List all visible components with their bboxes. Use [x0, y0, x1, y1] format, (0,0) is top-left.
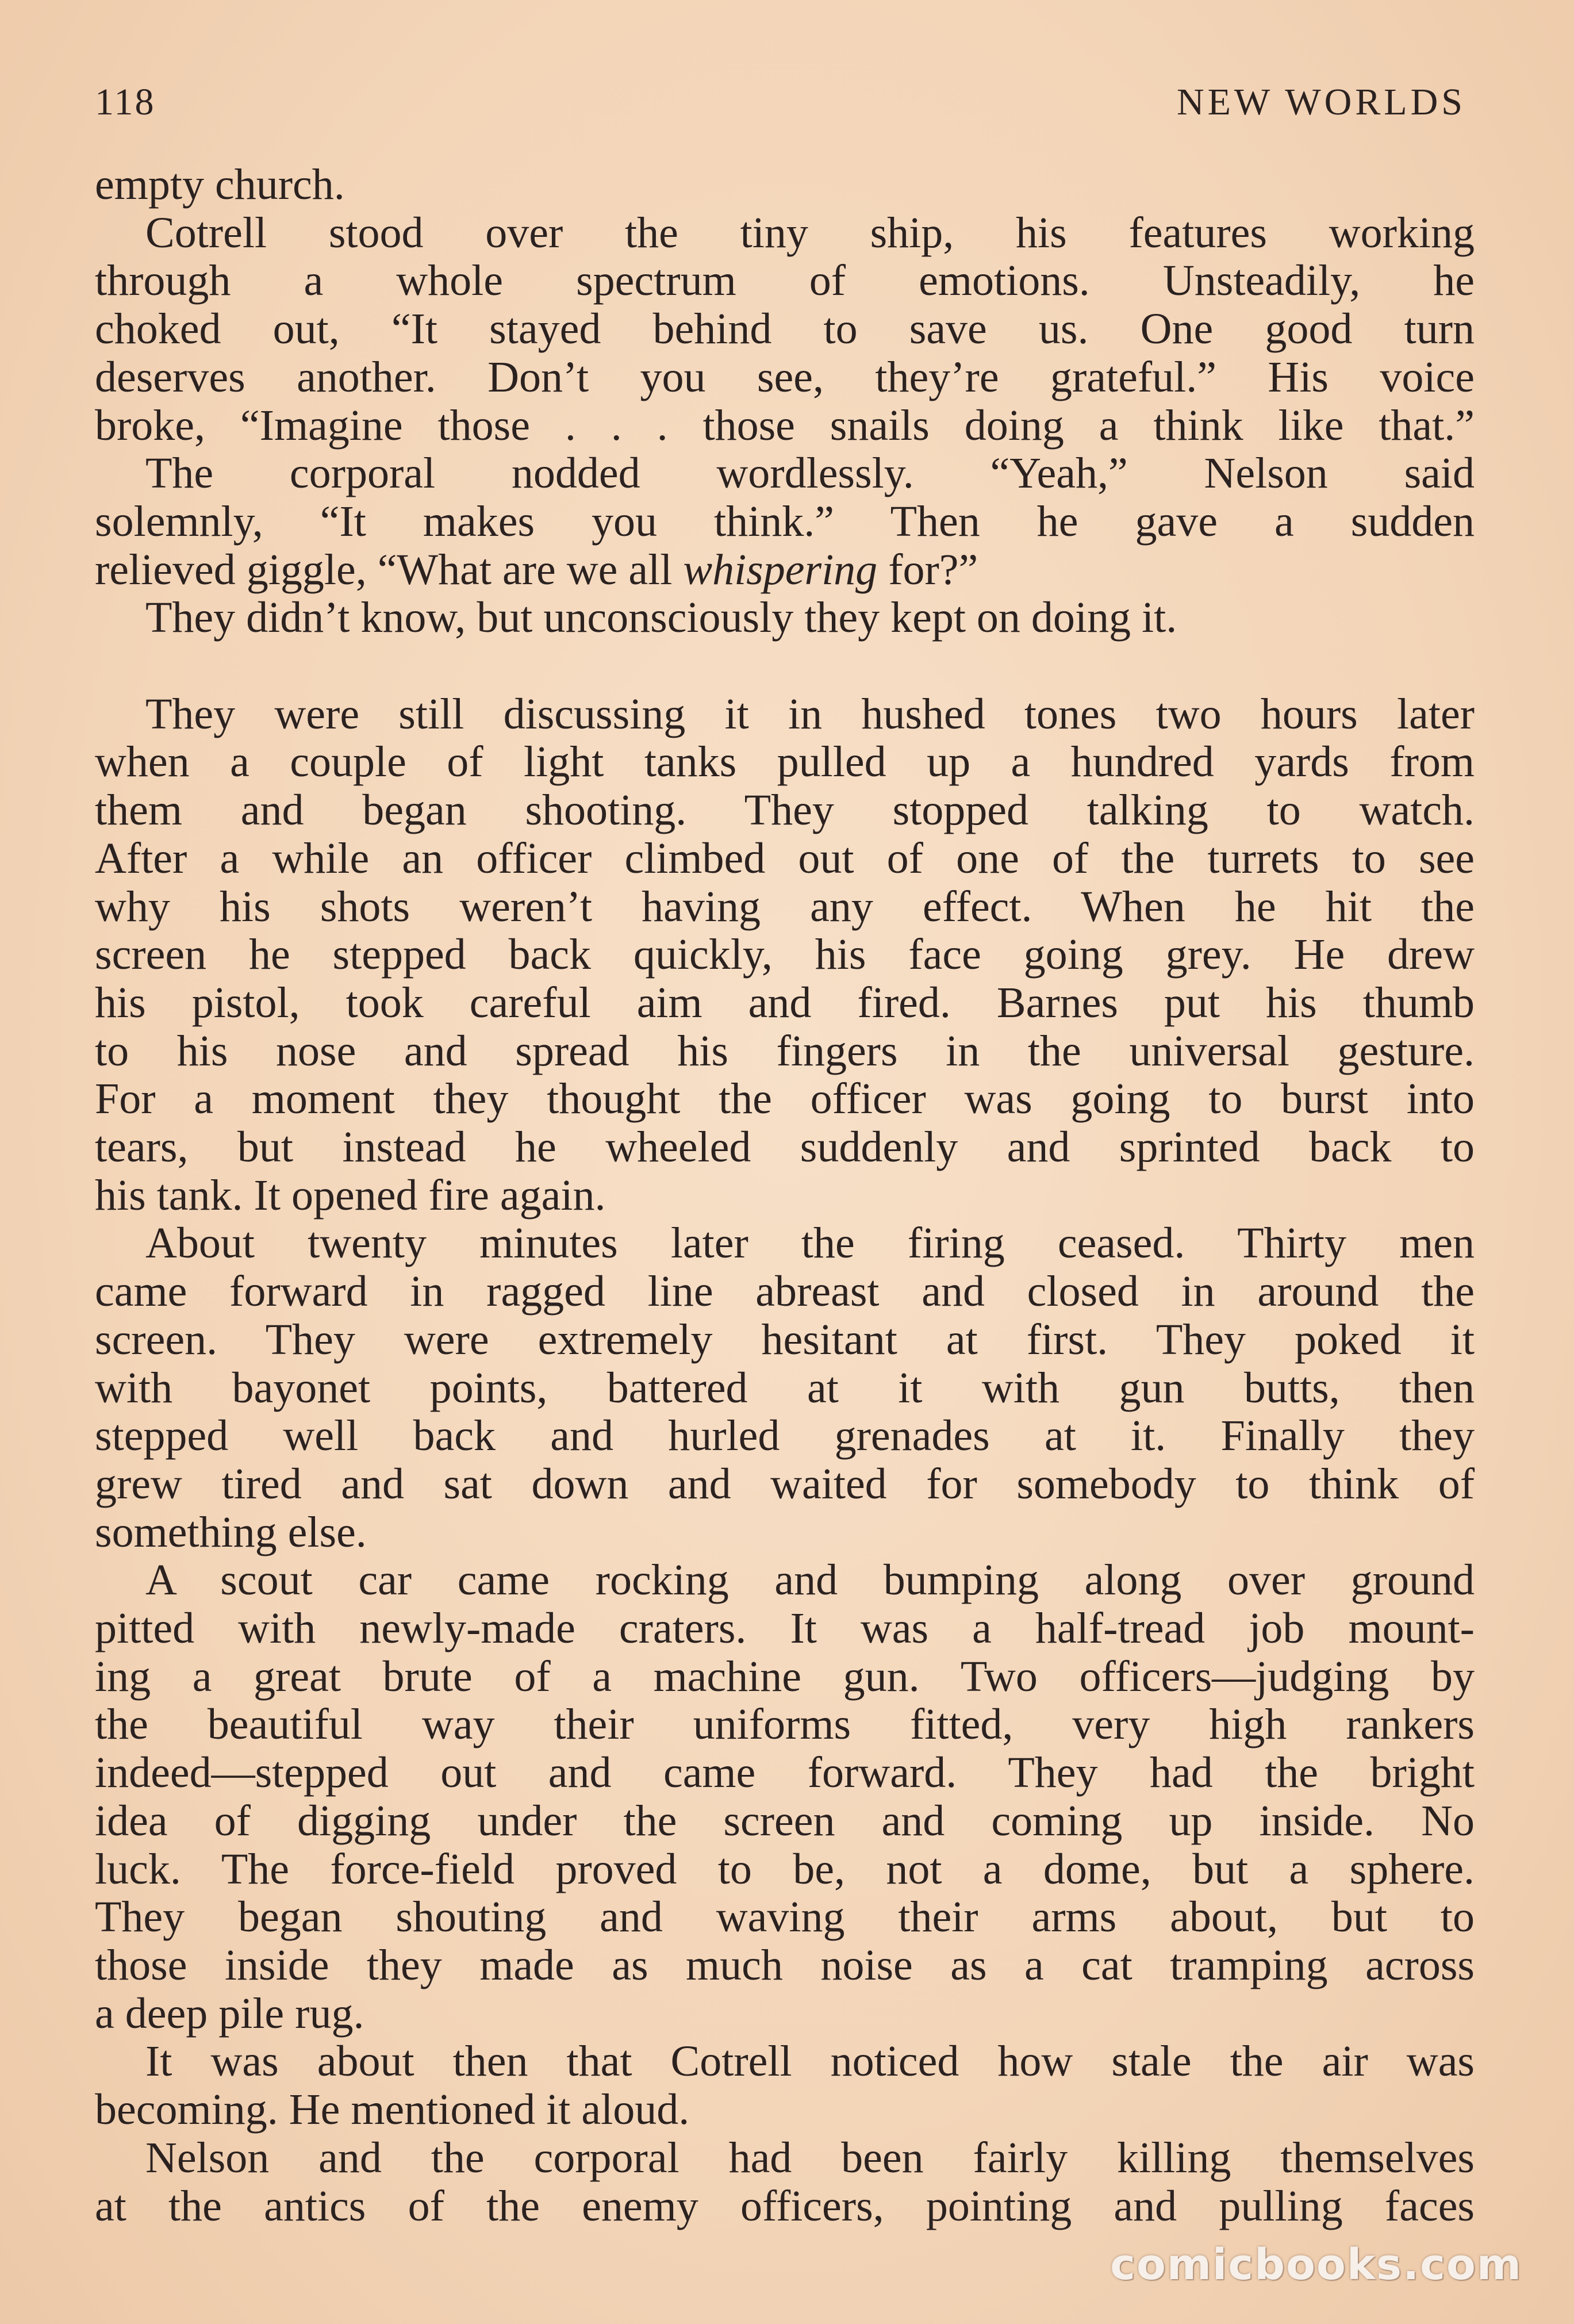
text-line: at the antics of the enemy officers, pointing and pulling faces — [95, 2181, 1475, 2230]
text-line: Nelson and the corporal had been fairly killing themselves — [145, 2133, 1475, 2182]
text-run: for?” — [877, 545, 978, 594]
text-line: choked out, “It stayed behind to save us. One good turn — [95, 305, 1475, 354]
text-run: relieved giggle, “What are we all — [95, 545, 684, 594]
paragraph — [95, 450, 1475, 594]
text-line: through a whole spectrum of emotions. Unsteadily, he — [95, 256, 1475, 305]
text-line: them and began shooting. They stopped talking to watch. — [95, 786, 1475, 835]
watermark: comicbooks.com — [1110, 2240, 1522, 2290]
text-line: luck. The force-field proved to be, not a dome, but a sphere. — [95, 1844, 1475, 1893]
paragraph — [95, 594, 1475, 642]
text-line: something else. — [95, 1508, 367, 1556]
text-line: deserves another. Don’t you see, they’re grateful.” His voice — [95, 352, 1475, 401]
text-line: with bayonet points, battered at it with gun butts, then — [95, 1363, 1475, 1412]
text-line: Cotrell stood over the tiny ship, his features working — [145, 208, 1475, 257]
text-line: idea of digging under the screen and coming up inside. No — [95, 1796, 1475, 1845]
text-line: It was about then that Cotrell noticed how stale the air was — [145, 2037, 1475, 2086]
section-break — [95, 642, 1475, 691]
italic-emphasis: whispering — [683, 545, 878, 594]
paragraph — [95, 2038, 1475, 2134]
text-line — [95, 546, 1475, 595]
text-line: indeed—stepped out and came forward. They had the bright — [95, 1748, 1475, 1797]
text-line: ing a great brute of a machine gun. Two officers—judging by — [95, 1652, 1475, 1701]
text-line: About twenty minutes later the firing ceased. Thirty men — [145, 1219, 1475, 1268]
text-line: They began shouting and waving their arms about, but to — [95, 1893, 1475, 1942]
text-line: pitted with newly-made craters. It was a half-tread job mount- — [95, 1604, 1475, 1653]
text-line: tears, but instead he wheeled suddenly and sprinted back to — [95, 1123, 1475, 1172]
text-line: broke, “Imagine those . . . those snails doing a think like that.” — [95, 401, 1475, 450]
text-line: his tank. It opened fire again. — [95, 1171, 606, 1219]
text-line: empty church. — [95, 160, 345, 209]
text-line: After a while an officer climbed out of one of the turrets to see — [95, 834, 1475, 883]
text-line: For a moment they thought the officer was going to burst into — [95, 1075, 1475, 1123]
paragraph — [95, 161, 1475, 209]
text-line: The corporal nodded wordlessly. “Yeah,” Nelson said — [145, 449, 1475, 498]
text-line: screen he stepped back quickly, his face going grey. He drew — [95, 930, 1475, 979]
text-line: A scout car came rocking and bumping along over ground — [145, 1556, 1475, 1605]
text-line: those inside they made as much noise as a cat tramping across — [95, 1941, 1475, 1989]
running-head: NEW WORLDS — [1176, 81, 1466, 123]
text-line: solemnly, “It makes you think.” Then he gave a sudden — [95, 497, 1475, 546]
page-header — [95, 80, 1466, 138]
text-line: grew tired and sat down and waited for somebody to think of — [95, 1459, 1475, 1508]
body-text — [95, 161, 1475, 2230]
paragraph — [95, 691, 1475, 1220]
text-line: why his shots weren’t having any effect. When he hit the — [95, 882, 1475, 931]
text-line: to his nose and spread his fingers in the universal gesture. — [95, 1026, 1475, 1075]
text-line: becoming. He mentioned it aloud. — [95, 2085, 690, 2134]
text-line: They didn’t know, but unconsciously they kept on doing it. — [145, 593, 1177, 642]
text-line: They were still discussing it in hushed tones two hours later — [145, 689, 1475, 738]
page-number: 118 — [95, 81, 156, 123]
text-line: stepped well back and hurled grenades at it. Finally they — [95, 1412, 1475, 1460]
text-line: screen. They were extremely hesitant at first. They poked it — [95, 1315, 1475, 1364]
text-line: the beautiful way their uniforms fitted, very high rankers — [95, 1700, 1475, 1749]
text-line: came forward in ragged line abreast and closed in around the — [95, 1267, 1475, 1316]
text-line: his pistol, took careful aim and fired. Barnes put his thumb — [95, 978, 1475, 1027]
paragraph — [95, 1556, 1475, 2038]
paragraph — [95, 209, 1475, 450]
text-line: when a couple of light tanks pulled up a hundred yards from — [95, 738, 1475, 787]
paragraph — [95, 2134, 1475, 2230]
text-line: a deep pile rug. — [95, 1989, 364, 2038]
paragraph — [95, 1219, 1475, 1556]
